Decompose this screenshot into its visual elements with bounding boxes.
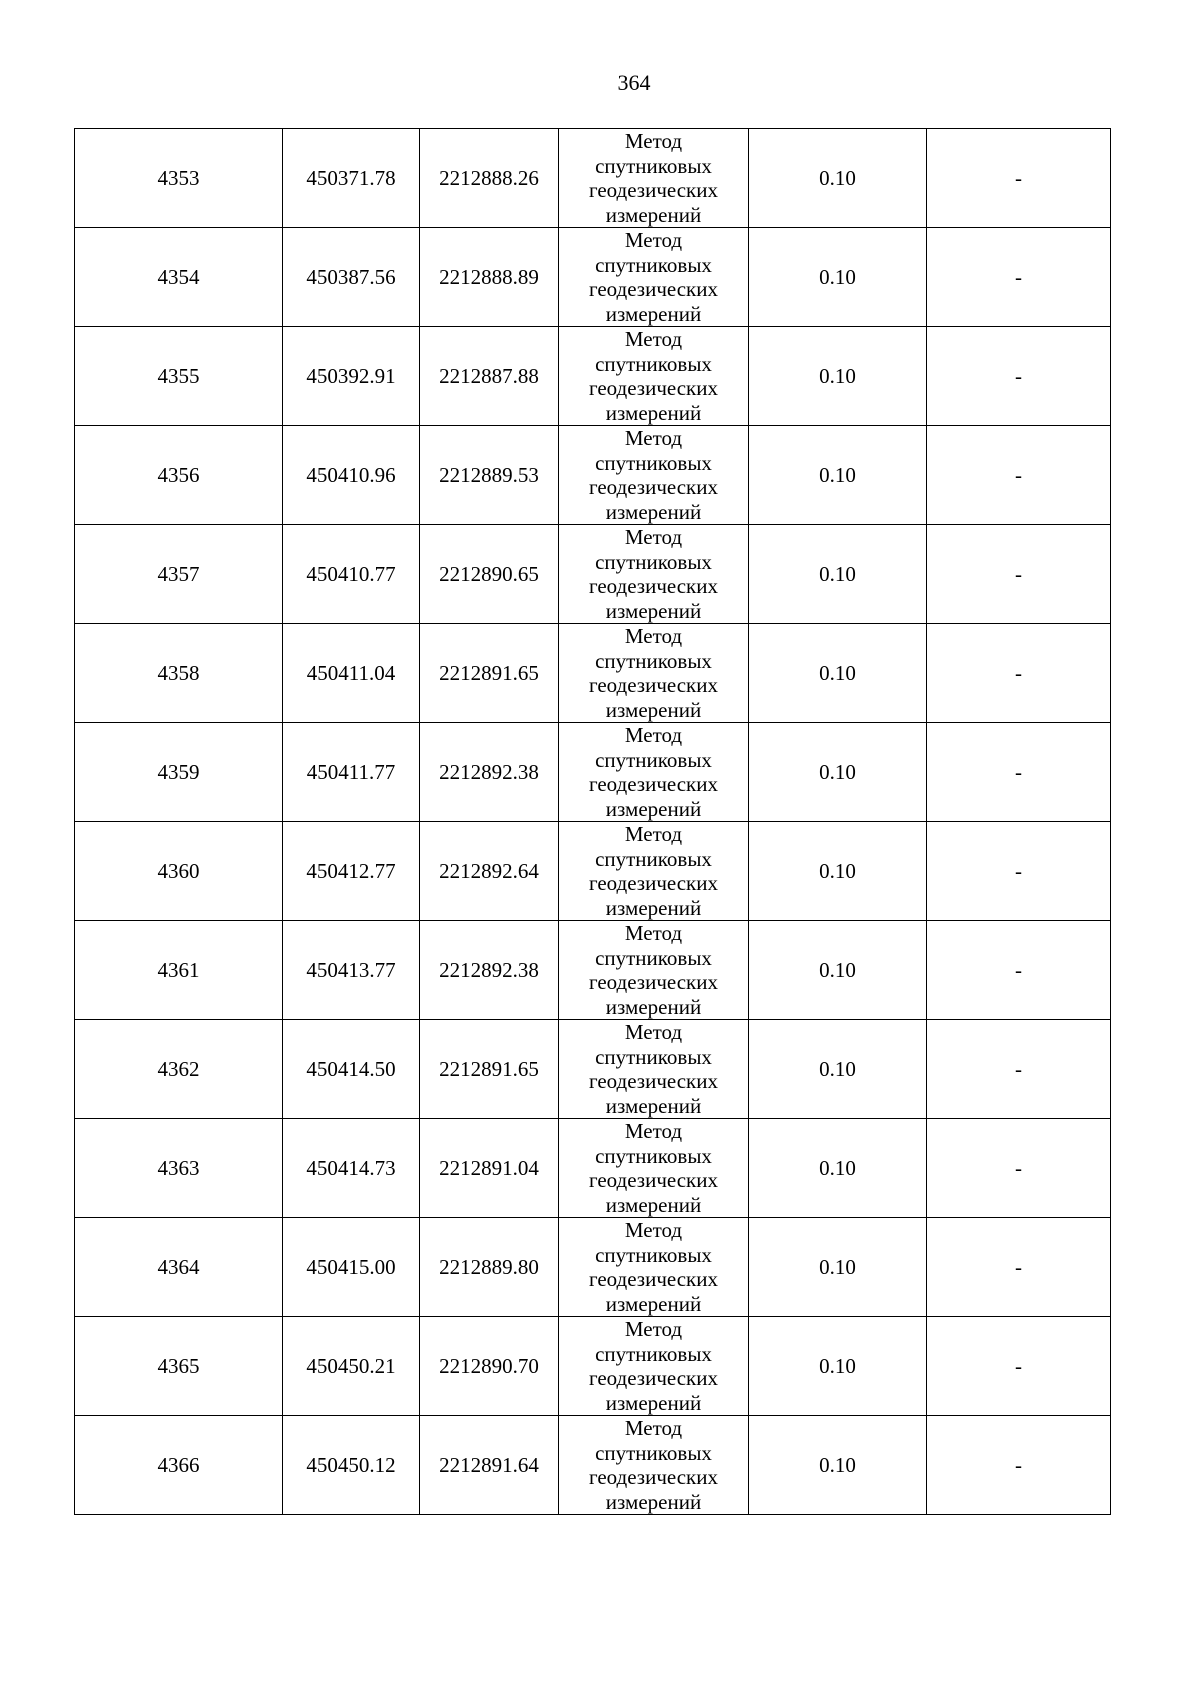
method-line: Метод bbox=[624, 1416, 683, 1440]
x-coordinate-cell: 450392.91 bbox=[283, 327, 420, 426]
method-line: Метод bbox=[624, 822, 683, 846]
method-line: геодезических bbox=[588, 871, 718, 895]
table-row bbox=[75, 1317, 1111, 1416]
method-line: Метод bbox=[624, 624, 683, 648]
accuracy-cell: 0.10 bbox=[749, 228, 927, 327]
accuracy-cell: 0.10 bbox=[749, 624, 927, 723]
method-line: измерений bbox=[605, 1489, 702, 1514]
method-cell bbox=[559, 1317, 749, 1416]
accuracy-cell: 0.10 bbox=[749, 1218, 927, 1317]
table-row bbox=[75, 327, 1111, 426]
table-row bbox=[75, 1020, 1111, 1119]
note-cell: - bbox=[927, 624, 1111, 723]
note-cell: - bbox=[927, 426, 1111, 525]
x-coordinate-cell: 450371.78 bbox=[283, 129, 420, 228]
method-line: измерений bbox=[605, 994, 702, 1019]
method-line: Метод bbox=[624, 228, 683, 252]
x-coordinate-cell: 450415.00 bbox=[283, 1218, 420, 1317]
point-number-cell: 4354 bbox=[75, 228, 283, 327]
page-number: 364 bbox=[617, 70, 651, 95]
accuracy-cell: 0.10 bbox=[749, 921, 927, 1020]
point-number-cell: 4364 bbox=[75, 1218, 283, 1317]
x-coordinate-cell: 450410.77 bbox=[283, 525, 420, 624]
method-line: геодезических bbox=[588, 178, 718, 202]
point-number-cell: 4353 bbox=[75, 129, 283, 228]
x-coordinate-cell: 450387.56 bbox=[283, 228, 420, 327]
accuracy-cell: 0.10 bbox=[749, 129, 927, 228]
x-coordinate-cell: 450411.04 bbox=[283, 624, 420, 723]
method-cell bbox=[559, 327, 749, 426]
method-line: Метод bbox=[624, 525, 683, 549]
accuracy-cell: 0.10 bbox=[749, 426, 927, 525]
x-coordinate-cell: 450450.21 bbox=[283, 1317, 420, 1416]
y-coordinate-cell: 2212887.88 bbox=[420, 327, 559, 426]
table-row bbox=[75, 822, 1111, 921]
method-line: измерений bbox=[605, 697, 702, 722]
point-number-cell: 4363 bbox=[75, 1119, 283, 1218]
method-line: спутниковых bbox=[595, 1044, 712, 1069]
method-line: спутниковых bbox=[595, 846, 712, 871]
point-number-cell: 4358 bbox=[75, 624, 283, 723]
x-coordinate-cell: 450411.77 bbox=[283, 723, 420, 822]
accuracy-cell: 0.10 bbox=[749, 1020, 927, 1119]
y-coordinate-cell: 2212889.53 bbox=[420, 426, 559, 525]
note-cell: - bbox=[927, 1416, 1111, 1515]
method-cell bbox=[559, 426, 749, 525]
method-line: Метод bbox=[624, 1317, 683, 1341]
accuracy-cell: 0.10 bbox=[749, 822, 927, 921]
x-coordinate-cell: 450410.96 bbox=[283, 426, 420, 525]
note-cell: - bbox=[927, 1119, 1111, 1218]
method-line: спутниковых bbox=[595, 1341, 712, 1366]
method-cell bbox=[559, 921, 749, 1020]
method-line: измерений bbox=[605, 1390, 702, 1415]
coordinates-table bbox=[74, 128, 1111, 1515]
method-line: измерений bbox=[605, 796, 702, 821]
method-cell bbox=[559, 822, 749, 921]
method-line: геодезических bbox=[588, 475, 718, 499]
method-line: измерений bbox=[605, 301, 702, 326]
method-cell bbox=[559, 1020, 749, 1119]
method-line: спутниковых bbox=[595, 747, 712, 772]
x-coordinate-cell: 450450.12 bbox=[283, 1416, 420, 1515]
method-line: спутниковых bbox=[595, 648, 712, 673]
point-number-cell: 4356 bbox=[75, 426, 283, 525]
accuracy-cell: 0.10 bbox=[749, 327, 927, 426]
y-coordinate-cell: 2212892.38 bbox=[420, 921, 559, 1020]
y-coordinate-cell: 2212891.65 bbox=[420, 624, 559, 723]
y-coordinate-cell: 2212892.64 bbox=[420, 822, 559, 921]
method-cell bbox=[559, 624, 749, 723]
method-line: спутниковых bbox=[595, 450, 712, 475]
note-cell: - bbox=[927, 1317, 1111, 1416]
method-cell bbox=[559, 228, 749, 327]
method-cell bbox=[559, 525, 749, 624]
note-cell: - bbox=[927, 822, 1111, 921]
method-line: измерений bbox=[605, 1093, 702, 1118]
y-coordinate-cell: 2212892.38 bbox=[420, 723, 559, 822]
point-number-cell: 4362 bbox=[75, 1020, 283, 1119]
y-coordinate-cell: 2212888.26 bbox=[420, 129, 559, 228]
x-coordinate-cell: 450414.73 bbox=[283, 1119, 420, 1218]
method-line: измерений bbox=[605, 598, 702, 623]
method-line: Метод bbox=[624, 327, 683, 351]
method-line: измерений bbox=[605, 1291, 702, 1316]
accuracy-cell: 0.10 bbox=[749, 723, 927, 822]
y-coordinate-cell: 2212888.89 bbox=[420, 228, 559, 327]
point-number-cell: 4361 bbox=[75, 921, 283, 1020]
note-cell: - bbox=[927, 1218, 1111, 1317]
method-line: измерений bbox=[605, 400, 702, 425]
point-number-cell: 4357 bbox=[75, 525, 283, 624]
x-coordinate-cell: 450414.50 bbox=[283, 1020, 420, 1119]
method-cell bbox=[559, 1119, 749, 1218]
method-line: спутниковых bbox=[595, 945, 712, 970]
point-number-cell: 4365 bbox=[75, 1317, 283, 1416]
method-line: измерений bbox=[605, 1192, 702, 1217]
table-row bbox=[75, 921, 1111, 1020]
table-body bbox=[75, 129, 1111, 1515]
accuracy-cell: 0.10 bbox=[749, 525, 927, 624]
method-line: спутниковых bbox=[595, 1143, 712, 1168]
method-line: Метод bbox=[624, 1020, 683, 1044]
method-line: спутниковых bbox=[595, 549, 712, 574]
note-cell: - bbox=[927, 129, 1111, 228]
table-row bbox=[75, 1416, 1111, 1515]
method-line: Метод bbox=[624, 1119, 683, 1143]
method-line: геодезических bbox=[588, 772, 718, 796]
method-line: Метод bbox=[624, 129, 683, 153]
method-line: геодезических bbox=[588, 1069, 718, 1093]
method-line: спутниковых bbox=[595, 252, 712, 277]
method-line: спутниковых bbox=[595, 153, 712, 178]
method-line: Метод bbox=[624, 426, 683, 450]
accuracy-cell: 0.10 bbox=[749, 1416, 927, 1515]
point-number-cell: 4360 bbox=[75, 822, 283, 921]
method-line: геодезических bbox=[588, 673, 718, 697]
method-line: измерений bbox=[605, 499, 702, 524]
method-line: спутниковых bbox=[595, 351, 712, 376]
method-line: геодезических bbox=[588, 574, 718, 598]
note-cell: - bbox=[927, 228, 1111, 327]
y-coordinate-cell: 2212890.70 bbox=[420, 1317, 559, 1416]
method-line: Метод bbox=[624, 921, 683, 945]
accuracy-cell: 0.10 bbox=[749, 1317, 927, 1416]
note-cell: - bbox=[927, 525, 1111, 624]
table-row bbox=[75, 1119, 1111, 1218]
method-cell bbox=[559, 129, 749, 228]
point-number-cell: 4355 bbox=[75, 327, 283, 426]
method-line: измерений bbox=[605, 895, 702, 920]
method-cell bbox=[559, 1416, 749, 1515]
method-line: геодезических bbox=[588, 1366, 718, 1390]
method-line: измерений bbox=[605, 202, 702, 227]
table-row bbox=[75, 723, 1111, 822]
method-line: Метод bbox=[624, 1218, 683, 1242]
table-row bbox=[75, 426, 1111, 525]
table-row bbox=[75, 1218, 1111, 1317]
method-line: геодезических bbox=[588, 1267, 718, 1291]
table-row bbox=[75, 228, 1111, 327]
method-cell bbox=[559, 1218, 749, 1317]
table-row bbox=[75, 525, 1111, 624]
note-cell: - bbox=[927, 723, 1111, 822]
method-cell bbox=[559, 723, 749, 822]
table-row bbox=[75, 624, 1111, 723]
y-coordinate-cell: 2212891.04 bbox=[420, 1119, 559, 1218]
method-line: геодезических bbox=[588, 376, 718, 400]
method-line: Метод bbox=[624, 723, 683, 747]
y-coordinate-cell: 2212890.65 bbox=[420, 525, 559, 624]
method-line: спутниковых bbox=[595, 1242, 712, 1267]
y-coordinate-cell: 2212891.65 bbox=[420, 1020, 559, 1119]
note-cell: - bbox=[927, 921, 1111, 1020]
point-number-cell: 4359 bbox=[75, 723, 283, 822]
x-coordinate-cell: 450413.77 bbox=[283, 921, 420, 1020]
y-coordinate-cell: 2212889.80 bbox=[420, 1218, 559, 1317]
method-line: геодезических bbox=[588, 1168, 718, 1192]
note-cell: - bbox=[927, 327, 1111, 426]
note-cell: - bbox=[927, 1020, 1111, 1119]
method-line: спутниковых bbox=[595, 1440, 712, 1465]
accuracy-cell: 0.10 bbox=[749, 1119, 927, 1218]
x-coordinate-cell: 450412.77 bbox=[283, 822, 420, 921]
point-number-cell: 4366 bbox=[75, 1416, 283, 1515]
method-line: геодезических bbox=[588, 277, 718, 301]
table-row bbox=[75, 129, 1111, 228]
y-coordinate-cell: 2212891.64 bbox=[420, 1416, 559, 1515]
method-line: геодезических bbox=[588, 970, 718, 994]
method-line: геодезических bbox=[588, 1465, 718, 1489]
